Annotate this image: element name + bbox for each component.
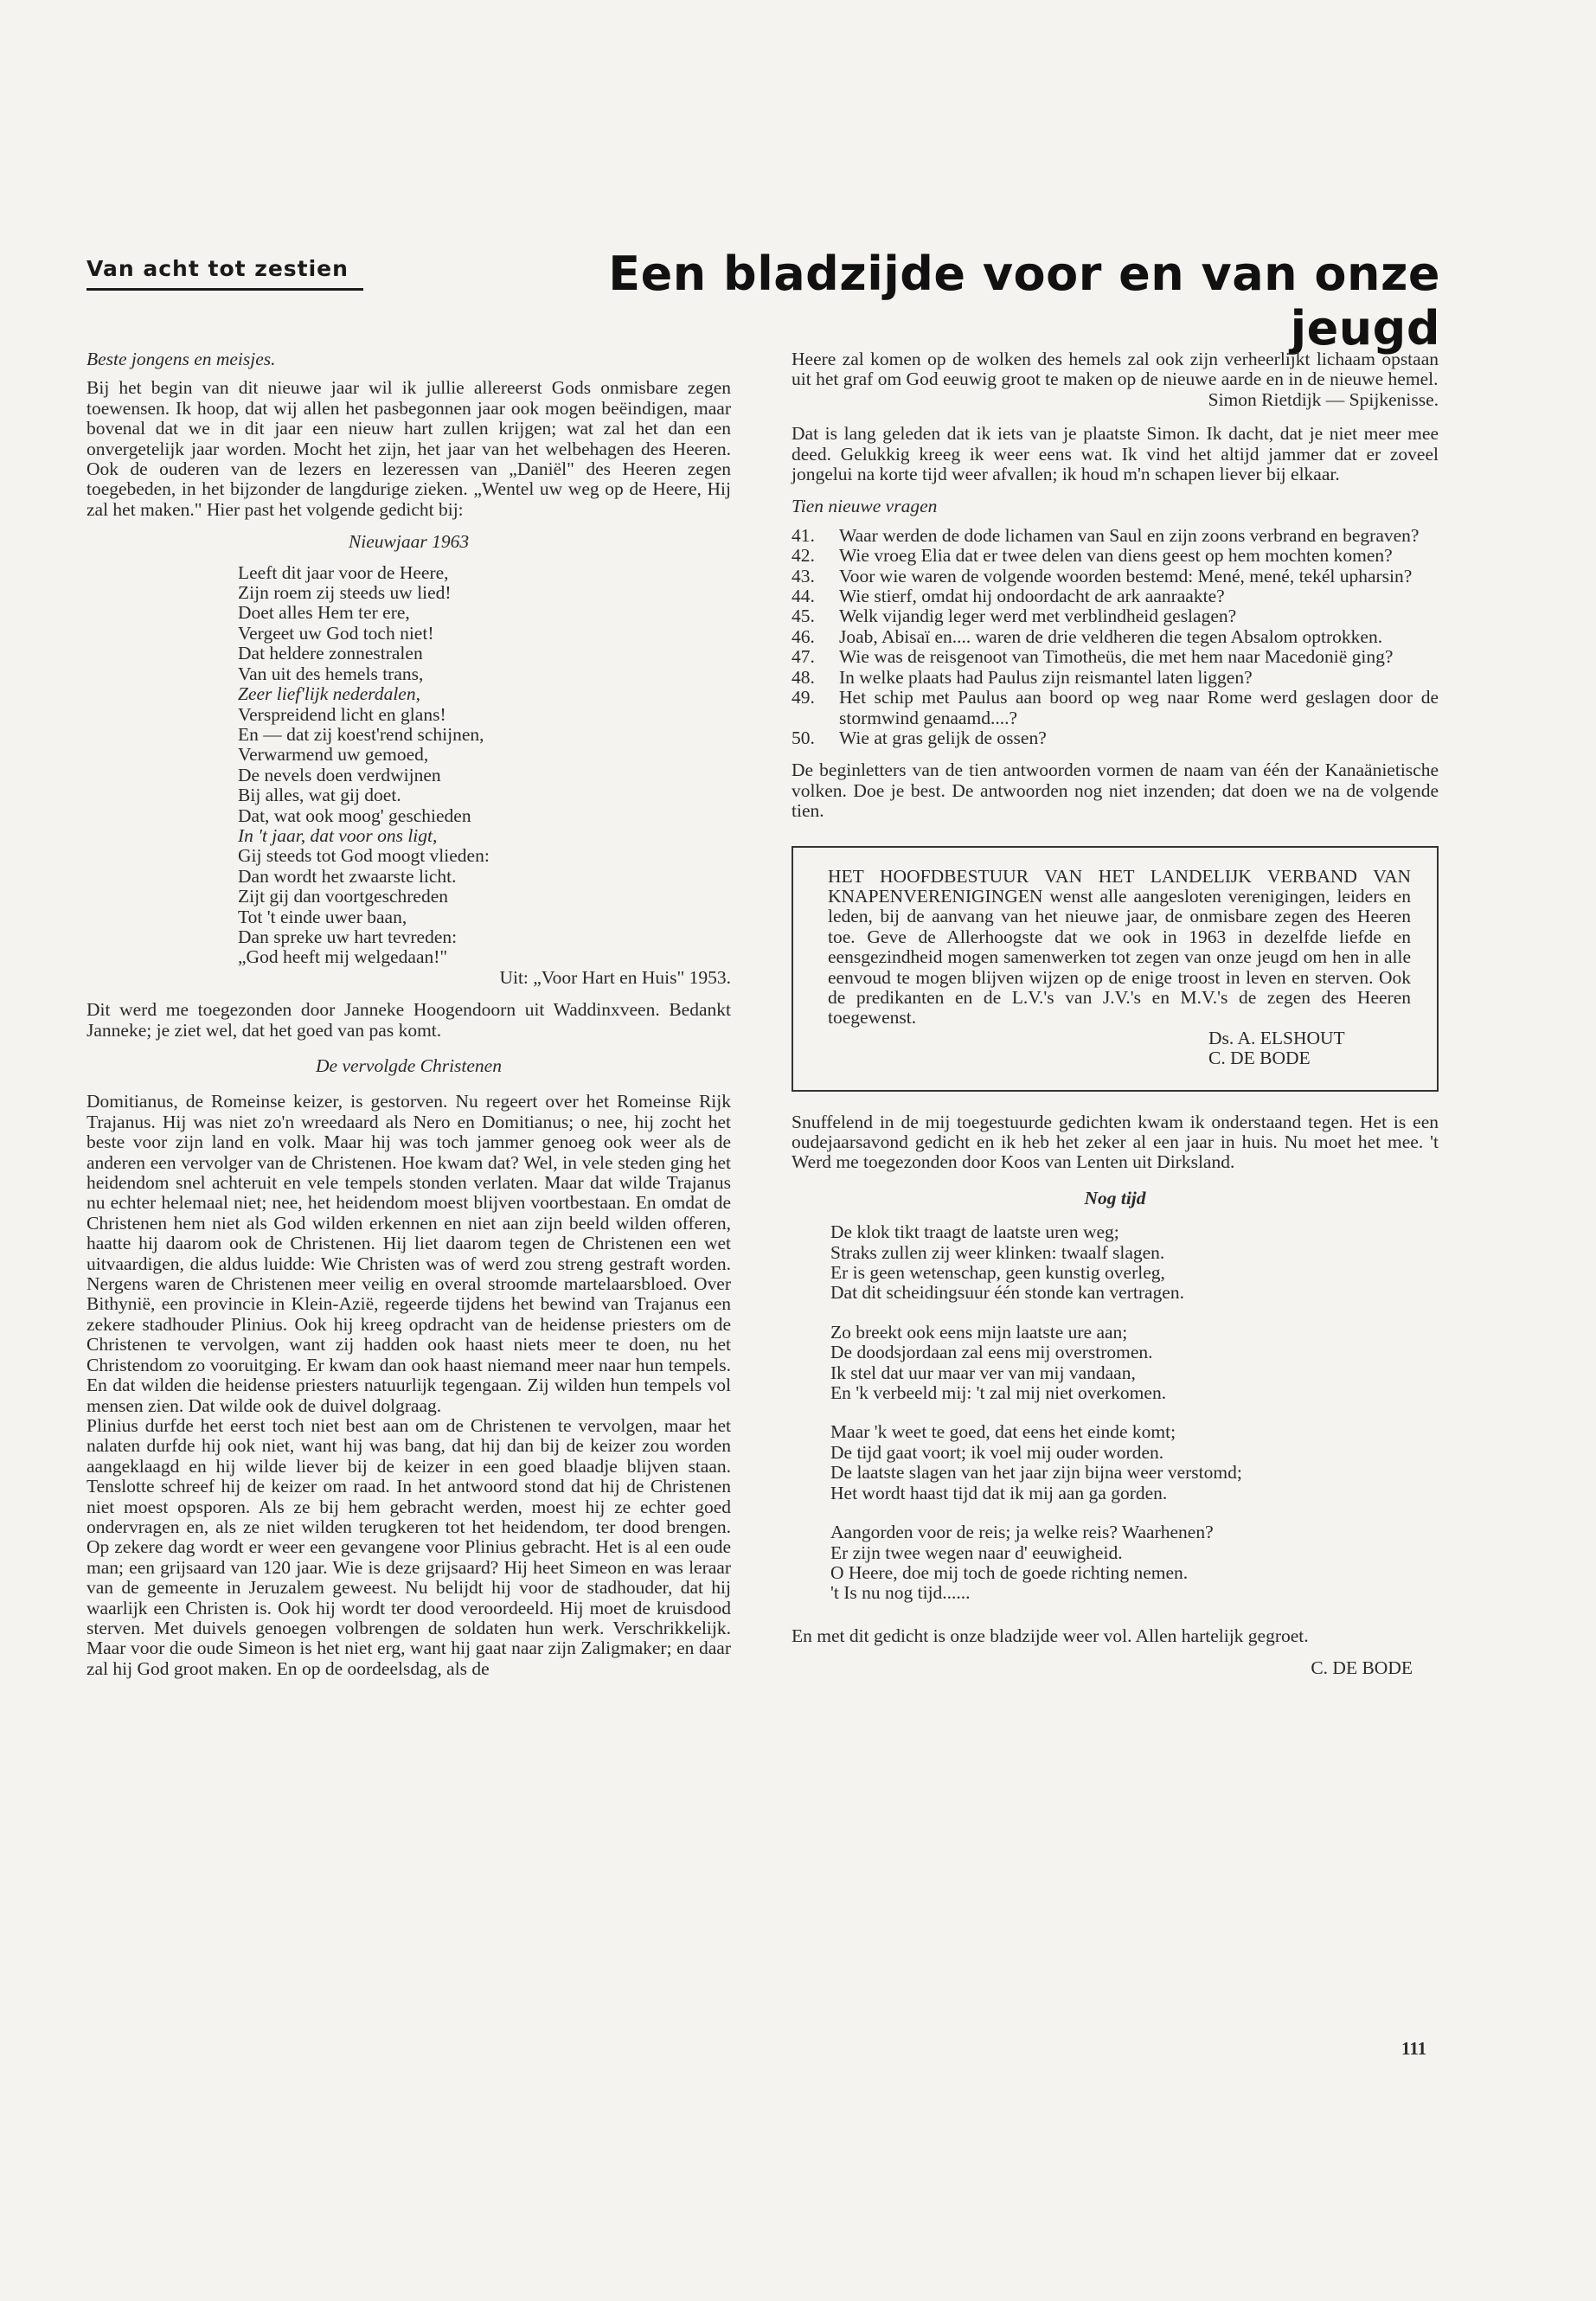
stanza-break [830, 1503, 1439, 1522]
questions-note: De beginletters van de tien antwoorden vormen de naam van één der Kanaänietische volken. Doe je best. De antwoorden nog niet inzenden; dat doen we na de volgende tien. [792, 760, 1439, 822]
poem-nieuwjaar [87, 563, 731, 968]
poem-line: De nevels doen verdwijnen [238, 764, 441, 785]
poem-line: Verspreidend licht en glans! [238, 703, 446, 725]
page-title: Een bladzijde voor en van onze jeugd [608, 247, 1440, 356]
question-text: Waar werden de dode lichamen van Saul en zijn zoons verbrand en begraven? [839, 524, 1420, 546]
question-item [792, 567, 1439, 586]
section-label: Van acht tot zestien [87, 256, 363, 291]
poem-line: Doet alles Hem ter ere, [238, 602, 410, 624]
poem-line: In 't jaar, dat voor ons ligt, [238, 824, 438, 846]
question-number: 50. [792, 727, 815, 748]
poem-line: Straks zullen zij weer klinken: twaalf slagen. [830, 1241, 1165, 1263]
questions-list [792, 526, 1439, 748]
poem-line: En 'k verbeeld mij: 't zal mij niet overkomen. [830, 1382, 1167, 1404]
question-item [792, 688, 1439, 728]
question-number: 48. [792, 666, 815, 688]
question-item [792, 526, 1439, 546]
story-paragraph: Domitianus, de Romeinse keizer, is gestorven. Nu regeert over het Romeinse Rijk Trajanus. Hij was niet zo'n wreedaard als Nero en Domitianus; o nee, hij zocht het beste voor zijn land en volk. Maar hij was toch jammer genoeg ook weer als de anderen een vervolger van de Christenen. Hoe kwam dat? Wel, in vele steden ging het heidendom snel achteruit en vele tempels stonden verlaten. Maar dat wilde Trajanus nu echter helemaal niet; nee, het heidendom moest blijven voortbestaan. En omdat de Christenen hem niet als God wilden erkennen en niet aan zijn beeld wilden offeren, haatte hij daarom ook de Christenen. Hij liet daarom tegen de Christenen een wet uitvaardigen, die aldus luidde: Wie Christen was of werd zou streng gestraft worden. Nergens waren de Christenen meer veilig en overal stroomde martelaarsbloed. Over Bithynië, een provincie in Klein-Azië, regeerde tijdens het bewind van Trajanus een zekere stadhouder Plinius. Ook hij kreeg opdracht van de heidense priesters om de Christenen te vervolgen, want zij hadden ook haast niets meer te doen, nu het Christendom zo vooruitging. Er kwam dan ook haast niemand meer naar hun tempels. En dat wilden die heidense priesters natuurlijk tegengaan. Zij wilden hun tempels vol mensen zien. Dat wilde ook de duivel dolgraag. [87, 1091, 731, 1416]
announcement-box [792, 846, 1439, 1092]
poem-line: Tot 't einde uwer baan, [238, 906, 407, 927]
thanks-paragraph: Dit werd me toegezonden door Janneke Hoogendoorn uit Waddinxveen. Bedankt Janneke; je ziet wel, dat het goed van pas komt. [87, 999, 731, 1041]
poem-line: Zijn roem zij steeds uw lied! [238, 582, 452, 604]
question-text: Wie vroeg Elia dat er twee delen van diens geest op hem mochten komen? [839, 545, 1393, 567]
poem-line: Het wordt haast tijd dat ik mij aan ga gorden. [830, 1482, 1168, 1503]
story-title: De vervolgde Christenen [316, 1055, 502, 1076]
poem-line: Leeft dit jaar voor de Heere, [238, 561, 449, 583]
signature: C. DE BODE [1208, 1048, 1311, 1069]
poem-line: Aangorden voor de reis; ja welke reis? Waarhenen? [830, 1522, 1214, 1543]
story-paragraph: Plinius durfde het eerst toch niet best aan om de Christenen te vervolgen, maar het nalaten durfde hij ook niet, want hij was bang, dat hij dan bij de keizer zou worden aangeklaagd en hij wilde liever bij de keizer in een goed blaadje blijven staan. Tenslotte schreef hij de keizer om raad. In het antwoord stond dat hij de Christenen niet moest opsporen. Als ze bij hem gebracht werden, moest hij ze echter goed ondervragen en, als ze niet wilden terugkeren tot het heidendom, ter dood brengen. Op zekere dag wordt er weer een gevangene voor Plinius gebracht. Het is al een oude man; een grijsaard van 120 jaar. Wie is deze grijsaard? Hij heet Simeon en was leraar van de gemeente in Jeruzalem geweest. Nu belijdt hij voor de stadhouder, dat hij waarlijk een Christen is. Ook hij wordt ter dood veroordeeld. Hij moet de kruisdood sterven. Met duivels genoegen volbrengen de soldaten hun werk. Verschrikkelijk. Maar voor die oude Simeon is het niet erg, want hij gaat naar zijn Zaligmaker; en daar zal hij God groot maken. En op de oordeelsdag, als de [87, 1414, 731, 1679]
question-item [792, 627, 1439, 647]
question-text: Wie stierf, omdat hij ondoordacht de ark aanraakte? [839, 586, 1225, 607]
story-author: Simon Rietdijk — Spijkenisse. [1208, 388, 1439, 410]
poem-line: Dan spreke uw hart tevreden: [238, 926, 458, 947]
editor-note: Dat is lang geleden dat ik iets van je plaatste Simon. Ik dacht, dat je niet meer mee deed. Gelukkig kreeg ik weer eens wat. Ik vind het altijd jammer dat er zoveel jongelui na korte tijd weer afvallen; ik houd m'n schapen liever bij elkaar. [792, 423, 1439, 485]
question-item [792, 668, 1439, 688]
poem-line: Dat, wat ook moog' geschieden [238, 804, 471, 826]
question-text: In welke plaats had Paulus zijn reismantel laten liggen? [839, 666, 1253, 688]
poem-line: Dan wordt het zwaarste licht. [238, 865, 457, 887]
question-item [792, 647, 1439, 667]
question-item [792, 586, 1439, 606]
poem-source: Uit: „Voor Hart en Huis" 1953. [499, 966, 731, 988]
question-number: 49. [792, 687, 815, 708]
question-text: Welk vijandig leger werd met verblindheid geslagen? [839, 606, 1237, 627]
intro-paragraph: Bij het begin van dit nieuwe jaar wil ik jullie allereerst Gods onmisbare zegen toewensen. Ik hoop, dat wij allen het pasbegonnen jaar ook mogen beëindigen, maar bovenal dat we in dit jaar een nieuw hart zullen krijgen; wat zal het dan een onvergetelijk jaar worden. Mocht het zijn, het jaar van het welbehagen des Heeren. Ook de ouderen van de lezers en lezeressen van „Daniël" des Heeren zegen toegebeden, in het bijzonder de langdurige zieken. „Wentel uw weg op de Heere, Hij zal het maken." Hier past het volgende gedicht bij: [87, 377, 731, 520]
poem-line: Er zijn twee wegen naar d' eeuwigheid. [830, 1541, 1123, 1563]
poem-line: De doodsjordaan zal eens mij overstromen. [830, 1342, 1153, 1363]
signature: Ds. A. ELSHOUT [1208, 1027, 1345, 1048]
page-number: 111 [1401, 2038, 1427, 2059]
poem-title-2: Nog tijd [1084, 1187, 1146, 1208]
question-item [792, 728, 1439, 748]
question-number: 44. [792, 586, 815, 607]
poem-title: Nieuwjaar 1963 [348, 531, 470, 553]
poem-line: De klok tikt traagt de laatste uren weg; [830, 1221, 1119, 1243]
poem-line: Vergeet uw God toch niet! [238, 622, 434, 644]
intro-paragraph-2: Snuffelend in de mij toegestuurde gedichten kwam ik onderstaand tegen. Het is een oudejaarsavond gedicht en ik heb het zeker al een jaar in huis. Nu moet het mee. 't Werd me toegezonden door Koos van Lenten uit Dirksland. [792, 1111, 1439, 1173]
announcement-text: HET HOOFDBESTUUR VAN HET LANDELIJK VERBAND VAN KNAPENVERENIGINGEN wenst alle aangesloten verenigingen, leiders en leden, bij de aanvang van het nieuwe jaar, de onmisbare zegen des Heeren toe. Geve de Allerhoogste dat we ook in 1963 in dezelfde liefde en eensgezindheid mogen samenwerken tot zegen van onze jeugd om hen in alle eenvoud te mogen blijven wijzen op de enige troost in leven en sterven. Ook de predikanten en de L.V.'s van J.V.'s en M.V.'s de zegen des Heeren toegewenst. [828, 865, 1411, 1029]
right-column [792, 349, 1439, 1679]
poem-line: Ik stel dat uur maar ver van mij vandaan, [830, 1362, 1136, 1383]
question-number: 47. [792, 646, 815, 668]
poem-line: „God heeft mij welgedaan!" [238, 946, 448, 968]
question-text: Voor wie waren de volgende woorden bestemd: Mené, mené, tekél upharsin? [839, 565, 1413, 586]
poem-line: Zo breekt ook eens mijn laatste ure aan; [830, 1321, 1128, 1343]
question-item [792, 546, 1439, 566]
greeting: Beste jongens en meisjes. [87, 349, 276, 369]
poem-line: O Heere, doe mij toch de goede richting nemen. [830, 1561, 1189, 1583]
question-number: 42. [792, 545, 815, 567]
closing-signature: C. DE BODE [1311, 1657, 1413, 1679]
poem-line: De laatste slagen van het jaar zijn bijna weer verstomd; [830, 1462, 1242, 1484]
question-text: Wie at gras gelijk de ossen? [839, 727, 1047, 748]
poem-line: 't Is nu nog tijd...... [830, 1582, 971, 1604]
questions-title: Tien nieuwe vragen [792, 496, 938, 517]
poem-line: Bij alles, wat gij doet. [238, 785, 401, 806]
poem-line: Dat heldere zonnestralen [238, 643, 423, 664]
poem-line: Van uit des hemels trans, [238, 663, 424, 684]
left-column [87, 349, 731, 1679]
question-item [792, 606, 1439, 626]
poem-line: Dat dit scheidingsuur één stonde kan vertragen. [830, 1282, 1184, 1304]
stanza-break [830, 1403, 1439, 1422]
question-text: Joab, Abisaï en.... waren de drie veldheren die tegen Absalom optrokken. [839, 625, 1383, 647]
question-number: 46. [792, 625, 815, 647]
poem-line: De tijd gaat voort; ik voel mij ouder worden. [830, 1441, 1164, 1463]
poem-line: Gij steeds tot God moogt vlieden: [238, 845, 490, 867]
question-number: 41. [792, 524, 815, 546]
poem-line: Er is geen wetenschap, geen kunstig overleg, [830, 1262, 1165, 1284]
question-number: 43. [792, 565, 815, 586]
poem-line: Zijt gij dan voortgeschreden [238, 886, 448, 907]
poem-line: Zeer lief'lijk nederdalen, [238, 683, 420, 705]
question-text: Wie was de reisgenoot van Timotheüs, die met hem naar Macedonië ging? [839, 646, 1394, 668]
poem-line: Verwarmend uw gemoed, [238, 744, 429, 766]
poem-line: En — dat zij koest'rend schijnen, [238, 723, 484, 745]
story-continuation: Heere zal komen op de wolken des hemels zal ook zijn verheerlijkt lichaam opstaan uit het graf om God eeuwig groot te maken op de nieuwe aarde en in de nieuwe hemel. [792, 349, 1439, 390]
poem-nog-tijd [792, 1222, 1439, 1604]
poem-line: Maar 'k weet te goed, dat eens het einde komt; [830, 1421, 1176, 1443]
closing-paragraph: En met dit gedicht is onze bladzijde weer vol. Allen hartelijk gegroet. [792, 1625, 1309, 1646]
question-number: 45. [792, 606, 815, 627]
question-text: Het schip met Paulus aan boord op weg naar Rome werd geslagen door de stormwind genaamd....? [839, 687, 1439, 728]
stanza-break [830, 1304, 1439, 1323]
